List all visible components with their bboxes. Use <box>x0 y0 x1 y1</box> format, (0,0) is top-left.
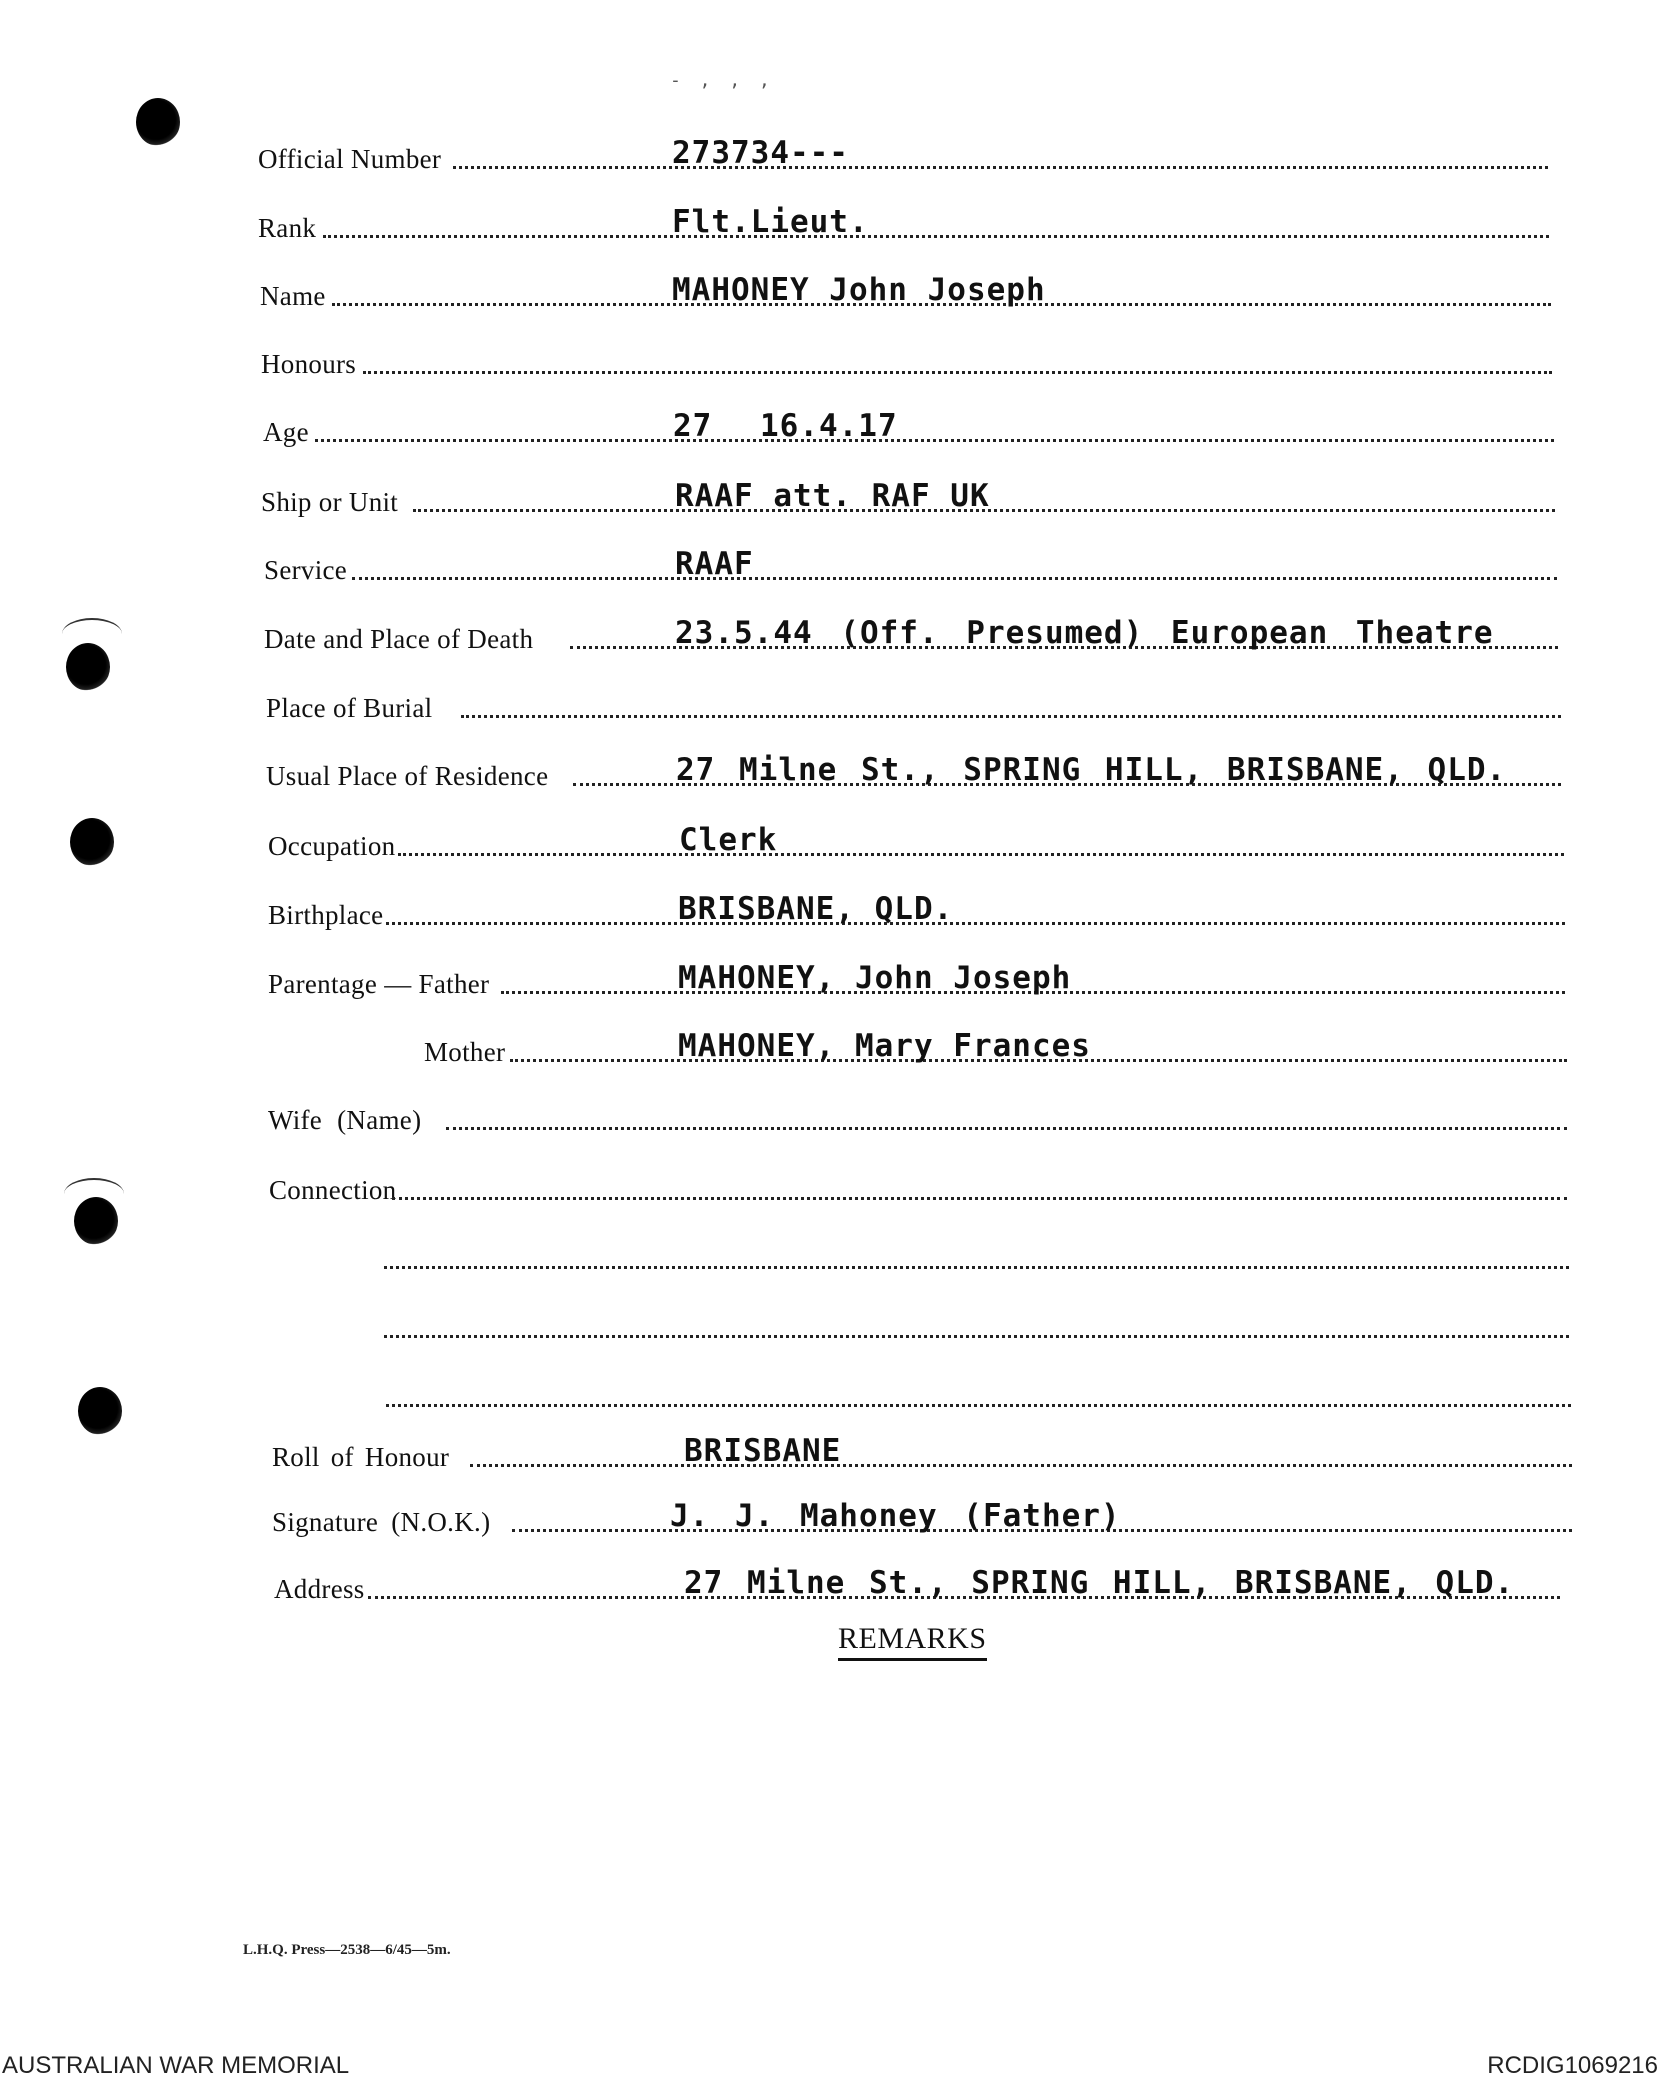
field-label: Signature (N.O.K.) <box>272 1507 491 1537</box>
field-value: RAAF <box>675 546 754 582</box>
punch-hole-3 <box>70 818 114 866</box>
dotted-line <box>398 853 1564 856</box>
field-row-blank-1 <box>384 1225 1569 1275</box>
field-row-signature-nok <box>272 1488 1572 1538</box>
punch-hole-1 <box>136 98 180 146</box>
dotted-line <box>470 1464 1572 1467</box>
dotted-line <box>352 577 1557 580</box>
field-value: 273734--- <box>672 135 849 171</box>
field-row-rank <box>258 194 1549 244</box>
field-row-place-of-burial <box>266 674 1561 724</box>
field-row-blank-3 <box>386 1363 1571 1413</box>
field-row-connection <box>269 1156 1567 1206</box>
top-mark: - , , , <box>670 70 774 91</box>
archive-name: AUSTRALIAN WAR MEMORIAL <box>2 2052 350 2079</box>
field-label: Usual Place of Residence <box>266 761 549 791</box>
field-label: Date and Place of Death <box>264 624 534 654</box>
field-label: Ship or Unit <box>261 487 399 517</box>
field-row-mother <box>424 1018 1567 1068</box>
field-value: RAAF att. RAF UK <box>675 478 990 514</box>
field-value: Flt.Lieut. <box>672 204 869 240</box>
dotted-line <box>315 439 1554 442</box>
field-label: Age <box>263 417 309 447</box>
field-label: Connection <box>269 1175 397 1205</box>
dotted-line <box>386 922 1565 925</box>
dotted-line <box>392 1197 1567 1200</box>
field-value: 27 Milne St., SPRING HILL, BRISBANE, QLD. <box>676 752 1507 788</box>
field-value: BRISBANE <box>684 1433 842 1469</box>
field-row-ship-or-unit <box>261 468 1555 518</box>
punch-hole-5 <box>78 1387 122 1435</box>
field-row-parentage-father <box>268 950 1565 1000</box>
field-label: Honours <box>261 349 357 379</box>
field-value: BRISBANE, QLD. <box>678 891 954 927</box>
field-label: Service <box>264 555 348 585</box>
field-row-official-number <box>258 125 1548 175</box>
field-row-blank-2 <box>384 1294 1569 1344</box>
dotted-line <box>446 1127 1567 1130</box>
dotted-line <box>323 235 1549 238</box>
field-row-name <box>260 262 1551 312</box>
field-label: Birthplace <box>268 900 384 930</box>
field-label: Official Number <box>258 144 442 174</box>
field-value: MAHONEY John Joseph <box>672 272 1046 308</box>
field-label: Wife (Name) <box>268 1105 422 1135</box>
field-value: 27 Milne St., SPRING HILL, BRISBANE, QLD. <box>684 1565 1515 1601</box>
field-label: Rank <box>258 213 317 243</box>
field-value: MAHONEY, John Joseph <box>678 960 1072 996</box>
field-row-roll-of-honour <box>272 1423 1572 1473</box>
dotted-line <box>461 715 1561 718</box>
field-row-wife-name <box>268 1086 1567 1136</box>
field-value: 27 16.4.17 <box>673 408 898 444</box>
field-row-usual-residence <box>266 742 1561 792</box>
field-label: Roll of Honour <box>272 1442 450 1472</box>
field-label: Name <box>260 281 326 311</box>
remarks-heading: REMARKS <box>838 1622 987 1661</box>
archive-footer <box>0 2050 1662 2082</box>
dotted-line <box>384 1266 1569 1269</box>
dotted-line <box>386 1404 1571 1407</box>
field-row-address <box>274 1555 1560 1605</box>
dotted-line <box>363 371 1552 374</box>
dotted-line <box>453 166 1548 169</box>
field-row-honours <box>261 330 1552 380</box>
print-code: L.H.Q. Press—2538—6/45—5m. <box>243 1942 451 1958</box>
punch-hole-2 <box>66 643 110 691</box>
archive-id: RCDIG1069216 <box>1487 2052 1658 2079</box>
field-label: Mother <box>424 1037 506 1067</box>
field-label: Place of Burial <box>266 693 433 723</box>
field-label: Address <box>274 1574 365 1604</box>
field-value: Clerk <box>679 822 778 858</box>
field-row-date-place-death <box>264 605 1558 655</box>
field-label: Parentage — Father <box>268 969 490 999</box>
dotted-line <box>384 1335 1569 1338</box>
field-value: MAHONEY, Mary Frances <box>678 1028 1091 1064</box>
field-value: 23.5.44 (Off. Presumed) European Theatre <box>675 615 1494 651</box>
field-value: J. J. Mahoney (Father) <box>670 1498 1121 1534</box>
field-row-age <box>263 398 1554 448</box>
field-row-birthplace <box>268 881 1565 931</box>
field-label: Occupation <box>268 831 396 861</box>
punch-hole-4 <box>74 1197 118 1245</box>
field-row-service <box>264 536 1557 586</box>
field-row-occupation <box>268 812 1564 862</box>
